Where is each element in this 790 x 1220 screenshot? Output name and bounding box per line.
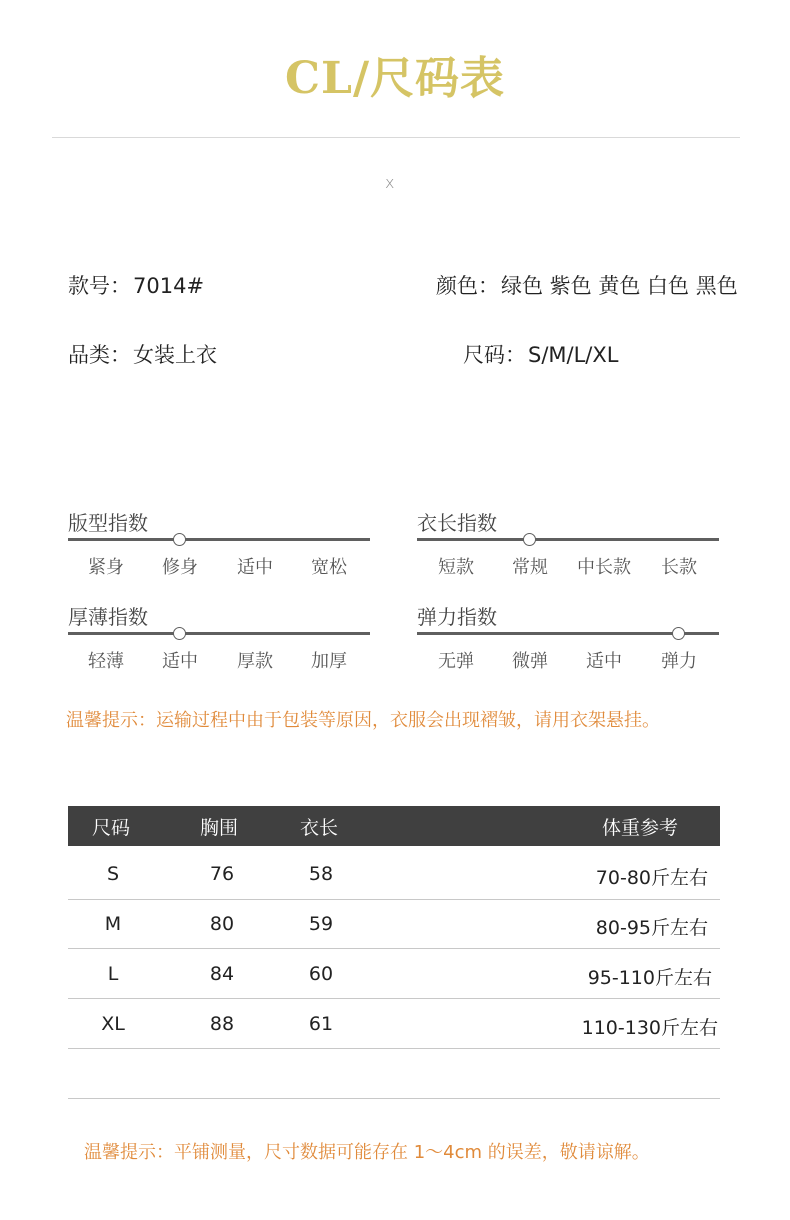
colors-label: 颜色： [436,274,499,298]
category-info [68,339,217,369]
packaging-notice: 温馨提示：运输过程中由于包装等原因，衣服会出现褶皱，请用衣架悬挂。 [66,710,660,731]
table-cell-bust: 88 [209,1013,235,1035]
thickness-option: 轻薄 [88,651,124,672]
elasticity-scale-knob [672,627,685,640]
thickness-scale-label: 厚薄指数 [68,605,148,629]
fit-option: 修身 [162,557,198,578]
table-cell-size: S [106,863,120,885]
elasticity-option: 弹力 [661,651,697,672]
elasticity-scale-label: 弹力指数 [417,605,497,629]
colors-value: 绿色 紫色 黄色 白色 黑色 [501,274,738,298]
elasticity-option: 无弹 [438,651,474,672]
table-cell-size: L [107,963,119,985]
table-cell-length: 59 [308,913,334,935]
close-icon[interactable]: x [385,173,395,192]
style-number-label: 款号： [68,274,131,298]
table-cell-size: XL [101,1013,125,1035]
elasticity-option: 微弹 [512,651,548,672]
thickness-option: 适中 [162,651,198,672]
table-cell-weight: 70-80斤左右 [595,867,708,889]
fit-option: 紧身 [88,557,124,578]
row-divider [68,998,720,999]
thickness-option: 加厚 [311,651,347,672]
title-divider [52,137,740,138]
elasticity-option: 适中 [586,651,622,672]
header-bust: 胸围 [200,817,239,839]
category-value: 女装上衣 [133,343,217,367]
fit-scale-knob [173,533,186,546]
size-range-label: 尺码： [463,343,526,367]
header-size: 尺码 [92,817,131,839]
fit-option: 适中 [237,557,273,578]
row-divider [68,899,720,900]
size-range-value: S/M/L/XL [528,343,619,367]
fit-option: 宽松 [311,557,347,578]
table-cell-bust: 80 [209,913,235,935]
footer-divider [68,1098,720,1099]
fit-scale-label: 版型指数 [68,511,148,535]
style-number-value: 7014# [133,274,205,298]
table-cell-weight: 95-110斤左右 [587,967,712,989]
length-option: 短款 [438,557,474,578]
row-divider [68,948,720,949]
table-cell-length: 61 [308,1013,334,1035]
header-weight: 体重参考 [602,817,679,839]
length-option: 常规 [512,557,548,578]
row-divider [68,1048,720,1049]
header-length: 衣长 [300,817,339,839]
table-cell-bust: 76 [209,863,235,885]
length-option: 长款 [661,557,697,578]
page-title: CL/尺码表 [284,53,506,104]
table-cell-size: M [104,913,122,935]
length-scale-knob [523,533,536,546]
thickness-option: 厚款 [237,651,273,672]
length-scale-label: 衣长指数 [417,511,497,535]
thickness-scale-knob [173,627,186,640]
style-number [68,270,204,300]
length-scale-track [417,538,719,541]
table-cell-weight: 80-95斤左右 [595,917,708,939]
colors-info [436,270,738,300]
measurement-notice: 温馨提示：平铺测量，尺寸数据可能存在 1～4cm 的误差，敬请谅解。 [84,1142,650,1163]
thickness-scale-track [68,632,370,635]
size-range-info [463,339,618,369]
table-cell-bust: 84 [209,963,235,985]
category-label: 品类： [68,343,131,367]
fit-scale-track [68,538,370,541]
length-option: 中长款 [577,557,631,578]
table-cell-length: 58 [308,863,334,885]
table-cell-length: 60 [308,963,334,985]
table-cell-weight: 110-130斤左右 [581,1017,718,1039]
